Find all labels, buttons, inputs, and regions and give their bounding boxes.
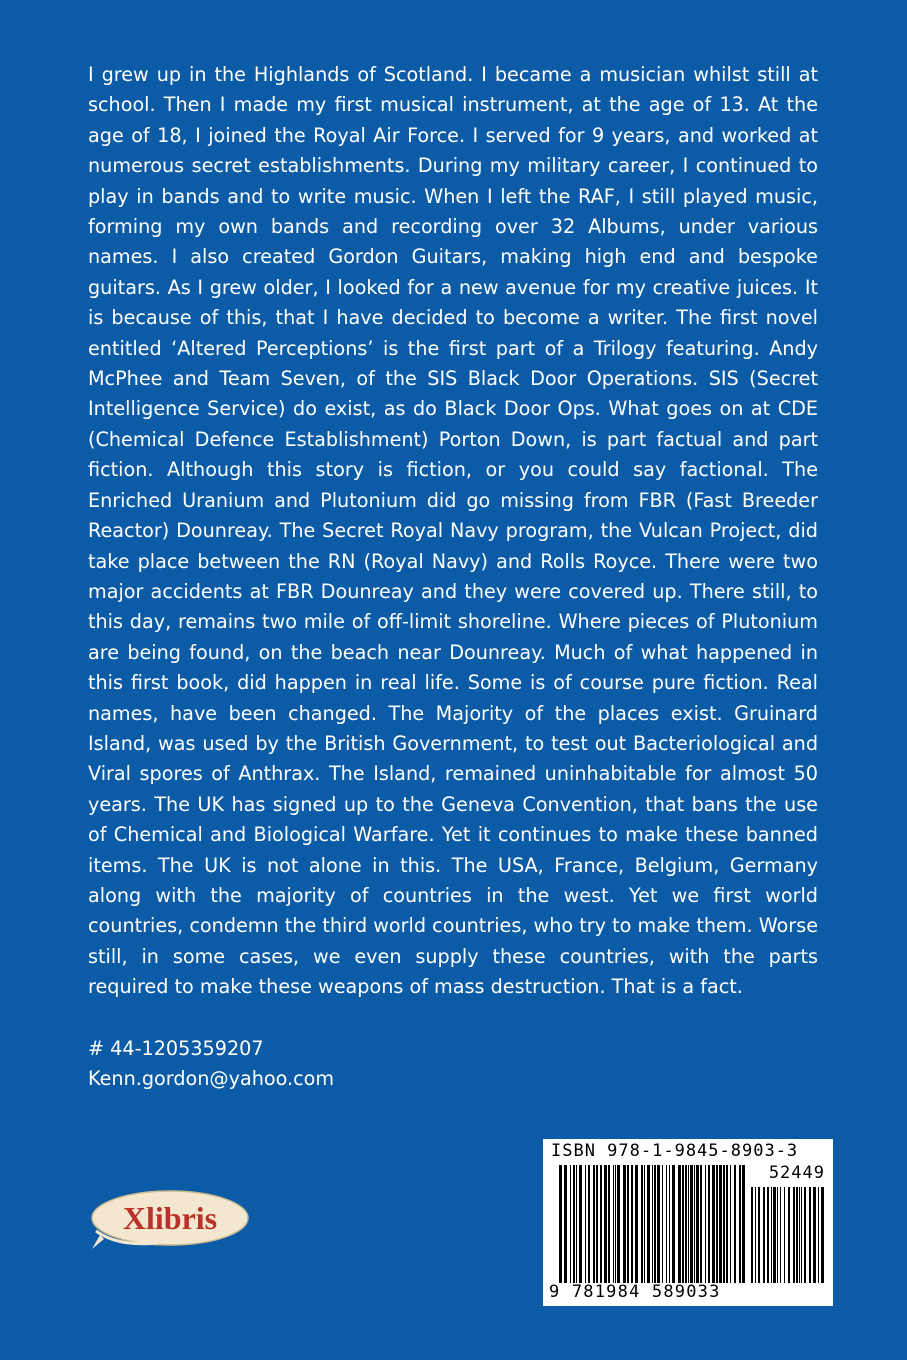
barcode-bar bbox=[712, 1165, 715, 1283]
addon-barcode-bars bbox=[751, 1187, 825, 1283]
barcode-bar bbox=[617, 1165, 620, 1283]
barcode-bar bbox=[588, 1165, 590, 1283]
barcode-bar bbox=[615, 1165, 616, 1283]
barcode-bar bbox=[608, 1165, 610, 1283]
barcode-bar bbox=[751, 1187, 753, 1283]
barcode-bar bbox=[662, 1165, 663, 1283]
barcode-bar bbox=[669, 1165, 670, 1283]
barcode-bar bbox=[821, 1187, 824, 1283]
barcode-bar bbox=[654, 1165, 656, 1283]
barcode-bar bbox=[593, 1165, 595, 1283]
barcode-bar bbox=[559, 1165, 562, 1283]
barcode-bar bbox=[726, 1165, 728, 1283]
barcode-bar bbox=[793, 1187, 795, 1283]
barcode-bar bbox=[682, 1165, 684, 1283]
barcode-bar bbox=[788, 1187, 790, 1283]
barcode-bar bbox=[705, 1165, 706, 1283]
barcode-bar bbox=[688, 1165, 689, 1283]
barcode-bar bbox=[773, 1187, 776, 1283]
barcode-bar bbox=[763, 1187, 765, 1283]
barcode-bar bbox=[641, 1165, 643, 1283]
barcode-bar bbox=[579, 1165, 582, 1283]
barcode-bar bbox=[771, 1187, 772, 1283]
barcode-bar bbox=[623, 1165, 626, 1283]
isbn-label: ISBN 978-1-9845-8903-3 bbox=[551, 1141, 799, 1161]
barcode-bar bbox=[708, 1165, 710, 1283]
barcode-bar bbox=[780, 1187, 781, 1283]
contact-info bbox=[88, 1034, 334, 1094]
barcode-bar bbox=[672, 1165, 675, 1283]
barcode-bar bbox=[784, 1187, 785, 1283]
barcode-bar bbox=[742, 1165, 745, 1283]
barcode-bar bbox=[576, 1165, 577, 1283]
barcode-bar bbox=[813, 1187, 816, 1283]
barcode-bar bbox=[564, 1165, 567, 1283]
barcode-bar bbox=[678, 1165, 681, 1283]
barcode-bar bbox=[647, 1165, 650, 1283]
barcode-bar bbox=[799, 1187, 800, 1283]
barcode-bar bbox=[585, 1165, 586, 1283]
barcode-bar bbox=[666, 1165, 667, 1283]
barcode-bar bbox=[596, 1165, 598, 1283]
barcode-bar bbox=[685, 1165, 687, 1283]
barcode-bar bbox=[631, 1165, 633, 1283]
barcode-bar bbox=[635, 1165, 638, 1283]
phone-number: # 44-1205359207 bbox=[88, 1037, 264, 1060]
barcode-bar bbox=[716, 1165, 718, 1283]
barcode-bar bbox=[809, 1187, 811, 1283]
barcode-bar bbox=[613, 1165, 614, 1283]
barcode-bar bbox=[767, 1187, 769, 1283]
barcode-bar bbox=[723, 1165, 725, 1283]
price-code: 52449 bbox=[768, 1163, 825, 1183]
barcode-bar bbox=[604, 1165, 607, 1283]
barcode-bar bbox=[644, 1165, 645, 1283]
logo-wordmark: Xlibris bbox=[122, 1200, 218, 1236]
barcode-bar bbox=[801, 1187, 802, 1283]
barcode-bar bbox=[719, 1165, 722, 1283]
barcode-bar bbox=[627, 1165, 629, 1283]
barcode-bar bbox=[570, 1165, 571, 1283]
barcode-bar bbox=[755, 1187, 756, 1283]
barcode-bar bbox=[730, 1165, 731, 1283]
barcode-bar bbox=[758, 1187, 760, 1283]
barcode-bar bbox=[818, 1187, 819, 1283]
barcode-bar bbox=[700, 1165, 702, 1283]
barcode-bar bbox=[696, 1165, 699, 1283]
barcode-bar bbox=[739, 1165, 741, 1283]
email-address: Kenn.gordon@yahoo.com bbox=[88, 1067, 335, 1090]
barcode-bar bbox=[734, 1165, 736, 1283]
barcode-bar bbox=[652, 1165, 653, 1283]
barcode-bar bbox=[600, 1165, 602, 1283]
barcode-bar bbox=[804, 1187, 806, 1283]
author-blurb: I grew up in the Highlands of Scotland. I became a musician whilst still at school. Then I made my first musical instrument, at the age of 13. At the age of 18, I joined the Royal Air Force. I served for 9 years, and worked at numerous secret establishments. During my military career, I continued to play in bands and to write music. When I left the RAF, I still played music, forming my own bands and recording over 32 Albums, under various names. I also created Gordon Guitars, making high end and bespoke guitars. As I grew older, I looked for a new avenue for my creative juices. It is because of this, that I have decided to become a writer. The first novel entitled ‘Altered Perceptions’ is the first part of a Trilogy featuring. Andy McPhee and Team Seven, of the SIS Black Door Operations. SIS (Secret Intelligence Service) do exist, as do Black Door Ops. What goes on at CDE (Chemical Defence Establishment) Porton Down, is part factual and part fiction. Although this story is fiction, or you could say factional. The Enriched Uranium and Plutonium did go missing from FBR (Fast Breeder Reactor) Dounreay. The Secret Royal Navy program, the Vulcan Project, did take place between the RN (Royal Navy) and Rolls Royce. There were two major accidents at FBR Dounreay and they were covered up. There still, to this day, remains two mile of off-limit shoreline. Where pieces of Plutonium are being found, on the beach near Dounreay. Much of what happened in this first book, did happen in real life. Some is of course pure fiction. Real names, have been changed. The Majority of the places exist. Gruinard Island, was used by the British Government, to test out Bacteriological and Viral spores of Anthrax. The Island, remained uninhabitable for almost 50 years. The UK has signed up to the Geneva Convention, that bans the use of Chemical and Biological Warfare. Yet it continues to make these banned items. The UK is not alone in this. The USA, France, Belgium, Germany along with the majority of countries in the west. Yet we first world countries, condemn the third world countries, who try to make them. Worse still, in some cases, we even supply these countries, with the parts required to make these weapons of mass destruction. That is a fact. bbox=[88, 63, 818, 999]
barcode-bar bbox=[690, 1165, 693, 1283]
barcode-bar bbox=[657, 1165, 660, 1283]
barcode-bar bbox=[573, 1165, 575, 1283]
xlibris-logo bbox=[88, 1185, 258, 1251]
isbn-barcode bbox=[543, 1139, 833, 1306]
barcode-bar bbox=[694, 1165, 695, 1283]
ean-barcode-bars bbox=[559, 1165, 745, 1283]
barcode-bar bbox=[796, 1187, 798, 1283]
xlibris-logo-graphic bbox=[88, 1185, 258, 1251]
barcode-bar bbox=[777, 1187, 778, 1283]
ean-digits: 9 781984 589033 bbox=[549, 1282, 721, 1302]
